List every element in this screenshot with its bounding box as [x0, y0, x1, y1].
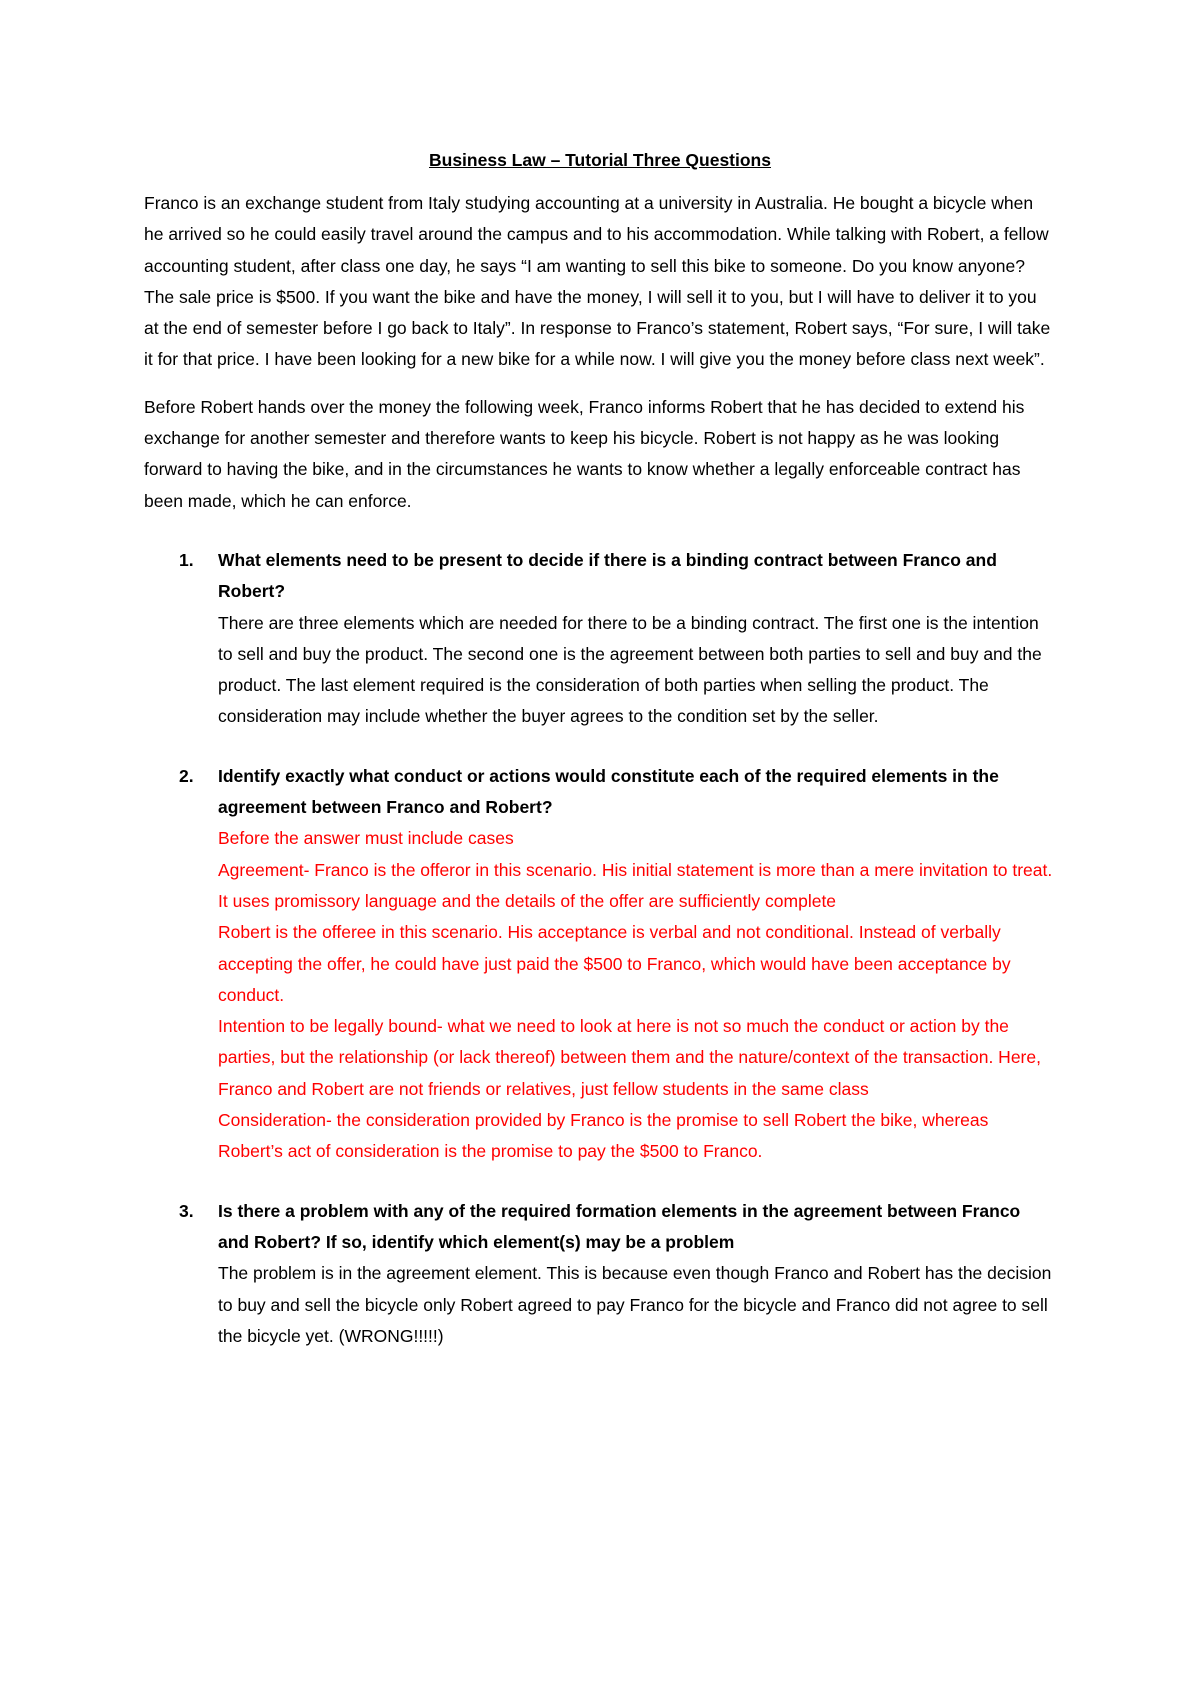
answer-text: The problem is in the agreement element. This is because even though Franco and Robert has the decision to buy and sell the bicycle only Robert agreed to pay Franco for the bicycle and Franco did not agree to sell the bicycle yet. (WRONG!!!!!) — [218, 1263, 1052, 1346]
intro-paragraph-2: Before Robert hands over the money the following week, Franco informs Robert that he has decided to extend his exchange for another semester and therefore wants to keep his bicycle. Robert is not happy as he was looking forward to having the bike, and in the circumstances he wants to know whether a legally enforceable contract has been made, which he can enforce. — [144, 396, 1025, 511]
feedback-consideration: Consideration- the consideration provided by Franco is the promise to sell Robert the bike, whereas Robert’s act of consideration is the promise to pay the $500 to Franco. — [218, 1110, 989, 1162]
question-number: 1. — [179, 549, 194, 570]
question-number: 2. — [179, 765, 194, 786]
feedback-note: Before the answer must include cases — [218, 828, 514, 849]
question-3 — [144, 1196, 1056, 1352]
intro-paragraph-1: Franco is an exchange student from Italy studying accounting at a university in Australia. He bought a bicycle when he arrived so he could easily travel around the campus and to his accommodation. While talking with Robert, a fellow accounting student, after class one day, he says “I am wanting to sell this bike to someone. Do you know anyone? The sale price is $500. If you want the bike and have the money, I will sell it to you, but I will have to deliver it to you at the end of semester before I go back to Italy”. In response to Franco’s statement, Robert says, “For sure, I will take it for that price. I have been looking for a new bike for a while now. I will give you the money before class next week”. — [144, 193, 1051, 370]
document-title: Business Law – Tutorial Three Questions — [429, 150, 771, 170]
question-2 — [144, 761, 1056, 1168]
answer-text: There are three elements which are needed for there to be a binding contract. The first one is the intention to sell and buy the product. The second one is the agreement between both parties to sell and buy and the product. The last element required is the consideration of both parties when selling the product. The consideration may include whether the buyer agrees to the condition set by the seller. — [218, 612, 1042, 727]
question-1 — [144, 545, 1056, 733]
feedback-intention: Intention to be legally bound- what we need to look at here is not so much the conduct or action by the parties, but the relationship (or lack thereof) between them and the nature/context of the transaction. Here, Franco and Robert are not friends or relatives, just fellow students in the same class — [218, 1016, 1041, 1099]
question-text: Identify exactly what conduct or actions would constitute each of the required elements in the agreement between Franco and Robert? — [218, 765, 999, 818]
spacer — [144, 533, 1056, 545]
spacer — [144, 733, 1056, 761]
question-text: Is there a problem with any of the required formation elements in the agreement between Franco and Robert? If so, identify which element(s) may be a problem — [218, 1200, 1021, 1252]
feedback-agreement-acceptance: Robert is the offeree in this scenario. His acceptance is verbal and not conditional. Instead of verbally accepting the offer, he could have just paid the $500 to Franco, which would have been acceptance by conduct. — [218, 922, 1011, 1005]
spacer — [144, 1168, 1056, 1196]
feedback-agreement-offer: Agreement- Franco is the offeror in this scenario. His initial statement is more than a mere invitation to treat. It uses promissory language and the details of the offer are sufficiently complete — [218, 859, 1053, 911]
question-text: What elements need to be present to decide if there is a binding contract between Franco and Robert? — [218, 549, 997, 602]
document-page — [144, 148, 1056, 1352]
question-number: 3. — [179, 1200, 194, 1221]
